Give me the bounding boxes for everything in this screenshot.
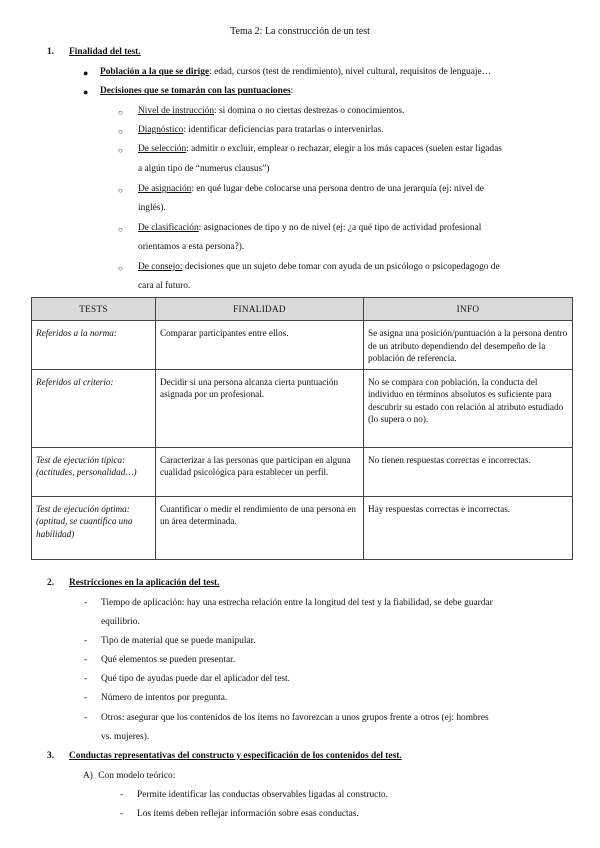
section-3-title: Conductas representativas del constructo y especificación de los contenidos del test. [69, 751, 402, 761]
circle-bullet-icon: ○ [118, 146, 123, 155]
sub-item-text: : asignaciones de tipo y no de nivel (ej: ¿a qué tipo de actividad profesional [198, 223, 482, 233]
sub-item-consejo [138, 262, 500, 272]
dash-bullet-icon: - [120, 790, 124, 800]
subsection-a-label: A) [83, 771, 93, 781]
circle-bullet-icon: ○ [118, 108, 123, 117]
subsection-a-title: Con modelo teórico: [98, 771, 176, 781]
sub-item-term: De consejo: [138, 262, 183, 272]
dash-bullet-icon: - [84, 598, 88, 608]
sub-item-text: : admitir o excluir, emplear o rechazar, elegir a los más capaces (suelen estar ligadas [186, 144, 502, 154]
dash-bullet-icon: - [120, 809, 124, 819]
dash-bullet-icon: - [84, 693, 88, 703]
circle-bullet-icon: ○ [118, 186, 123, 195]
restriction-item: Qué tipo de ayudas puede dar el aplicador del test. [101, 674, 290, 684]
circle-bullet-icon: ○ [118, 225, 123, 234]
table-cell-test: Referidos al criterio: [32, 369, 156, 447]
table-cell-test: Test de ejecución típica: (actitudes, personalidad…) [32, 447, 156, 496]
bullet-poblacion-term: Población a la que se dirige [100, 67, 210, 77]
table-row [32, 321, 573, 370]
sub-item-term: Nivel de instrucción [138, 106, 215, 116]
sub-item-text: decisiones que un sujeto debe tomar con ayuda de un psicólogo o psicopedagogo de [182, 262, 500, 272]
sub-item-seleccion-cont: a algún tipo de “numerus clausus”) [138, 164, 270, 174]
restriction-item: Número de intentos por pregunta. [101, 693, 228, 703]
table-cell-finalidad: Cuantificar o medir el rendimiento de una persona en un área determinada. [156, 496, 364, 559]
sub-item-seleccion [138, 144, 502, 154]
dash-bullet-icon: - [84, 713, 88, 723]
table-row [32, 447, 573, 496]
table-header-row [32, 298, 573, 321]
dash-bullet-icon: - [84, 674, 88, 684]
table-header-finalidad: FINALIDAD [156, 298, 364, 321]
sub-item-asignacion-cont: inglés). [138, 203, 166, 213]
table-cell-test: Test de ejecución óptima: (aptitud, se cuantifica una habilidad) [32, 496, 156, 559]
sub-item-clasificacion [138, 223, 481, 233]
sub-item-text: : si domina o no ciertas destrezas o conocimientos. [214, 106, 405, 116]
sub-item-term: Diagnóstico [138, 125, 184, 135]
table-cell-finalidad: Comparar participantes entre ellos. [156, 321, 364, 370]
table-header-tests: TESTS [32, 298, 156, 321]
table-cell-info: No tienen respuestas correctas e incorrectas. [364, 447, 573, 496]
sub-item-clasificacion-cont: orientamos a esta persona?). [138, 242, 245, 252]
sub-item-instruccion [138, 106, 404, 116]
section-1-number: 1. [47, 47, 55, 57]
circle-bullet-icon: ○ [118, 127, 123, 136]
dash-bullet-icon: - [84, 655, 88, 665]
section-2-heading [47, 578, 220, 588]
bullet-poblacion-text: : edad, cursos (test de rendimiento), nivel cultural, requisitos de lenguaje… [209, 67, 492, 77]
table-cell-info: Se asigna una posición/puntuación a la persona dentro de un atributo dependiendo del desempeño de la población de referencia. [364, 321, 573, 370]
restriction-item: Tipo de material que se puede manipular. [101, 636, 256, 646]
table-cell-finalidad: Caracterizar a las personas que participan en alguna cualidad psicológica para establecer un perfil. [156, 447, 364, 496]
section-2-number: 2. [47, 578, 55, 588]
bullet-dot-icon: ● [83, 87, 89, 97]
subsection-a [83, 771, 175, 781]
sub-item-text: : identificar deficiencias para tratarlas o intervenirlas. [183, 125, 384, 135]
table-row [32, 496, 573, 559]
table-cell-finalidad: Decidir si una persona alcanza cierta puntuación asignada por un profesional. [156, 369, 364, 447]
model-item: Permite identificar las conductas observables ligadas al constructo. [137, 790, 388, 800]
sub-item-term: De clasificación [138, 223, 199, 233]
sub-item-asignacion [138, 184, 484, 194]
restriction-item-cont: equilibrio. [101, 617, 140, 627]
sub-item-diagnostico [138, 125, 383, 135]
table-cell-info: No se compara con población, la conducta del individuo en términos absolutos es suficiente para descubrir su estado con relación al atributo estudiado (lo supera o no). [364, 369, 573, 447]
table-header-info: INFO [364, 298, 573, 321]
section-3-number: 3. [47, 751, 55, 761]
table-cell-info: Hay respuestas correctas e incorrectas. [364, 496, 573, 559]
table-cell-test: Referidos a la norma: [32, 321, 156, 370]
bullet-poblacion [100, 67, 491, 77]
bullet-decisiones [100, 86, 293, 96]
restriction-item: Otros: asegurar que los contenidos de los ítems no favorezcan a unos grupos frente a otros (ej: hombres [101, 713, 489, 723]
restriction-item-cont: vs. mujeres). [101, 732, 150, 742]
restriction-item: Qué elementos se pueden presentar. [101, 655, 236, 665]
sub-item-term: De asignación [138, 184, 192, 194]
bullet-dot-icon: ● [83, 68, 89, 78]
section-1-heading [47, 47, 141, 57]
section-3-heading [47, 751, 402, 761]
section-1-title: Finalidad del test. [69, 47, 141, 57]
section-2-title: Restricciones en la aplicación del test. [69, 578, 220, 588]
circle-bullet-icon: ○ [118, 264, 123, 273]
sub-item-term: De selección [138, 144, 187, 154]
table-row [32, 369, 573, 447]
dash-bullet-icon: - [84, 636, 88, 646]
bullet-decisiones-term: Decisiones que se tomarán con las puntuaciones [100, 86, 291, 96]
sub-item-consejo-cont: cara al futuro. [138, 281, 191, 291]
bullet-decisiones-text: : [290, 86, 294, 96]
document-title: Tema 2: La construcción de un test [230, 26, 370, 37]
tests-table [31, 297, 573, 560]
restriction-item: Tiempo de aplicación: hay una estrecha relación entre la longitud del test y la fiabilidad, se debe guardar [101, 598, 493, 608]
model-item: Los ítems deben reflejar información sobre esas conductas. [137, 809, 359, 819]
sub-item-text: : en qué lugar debe colocarse una persona dentro de una jerarquía (ej: nivel de [191, 184, 484, 194]
